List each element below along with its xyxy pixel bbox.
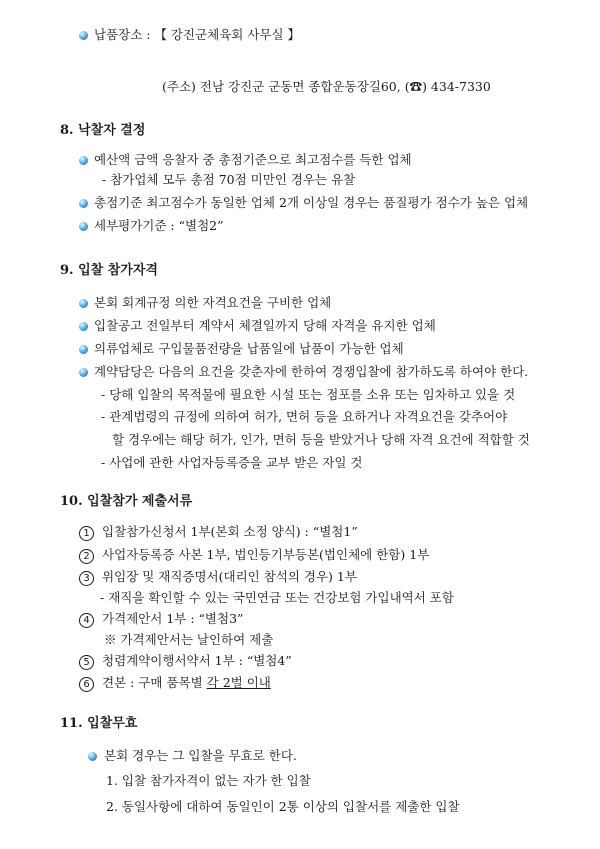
bullet-icon xyxy=(88,752,97,761)
section-9-item: 입찰공고 전일부터 계약서 체결일까지 당해 자격을 유지한 업체 xyxy=(94,318,436,333)
section-9-item: - 사업에 관한 사업자등록증을 교부 받은 자일 것 xyxy=(101,455,363,470)
delivery-label: 납품장소 : 【 강진군체육회 사무실 】 xyxy=(94,27,301,42)
section-11-item: 2. 동일사항에 대하여 동일인이 2통 이상의 입찰서를 제출한 입찰 xyxy=(106,799,460,814)
bullet-icon xyxy=(79,322,88,331)
section-11-title: 11. 입찰무효 xyxy=(60,716,138,731)
section-9-item: 계약담당은 다음의 요건을 갖춘자에 한하여 경쟁입찰에 참가하도록 하여야 한다. xyxy=(94,364,529,379)
section-11-intro: 본회 경우는 그 입찰을 무효로 한다. xyxy=(104,748,297,763)
section-8-title: 8. 낙찰자 결정 xyxy=(60,123,146,138)
circled-number: 3 xyxy=(79,571,94,586)
section-8-item: - 참가업체 모두 총점 70점 미만인 경우는 유찰 xyxy=(102,172,356,187)
circled-number: 6 xyxy=(79,677,94,692)
section-10-item: 1 입찰참가신청서 1부(본회 소정 양식) : “별첨1” xyxy=(79,524,358,541)
bullet-icon xyxy=(79,222,88,231)
circled-number: 4 xyxy=(79,613,94,628)
circled-number: 5 xyxy=(79,655,94,670)
section-10-item: 2 사업자등록증 사본 1부, 법인등기부등본(법인체에 한함) 1부 xyxy=(79,547,429,564)
section-9-item: 본회 회계규정 의한 자격요건을 구비한 업체 xyxy=(94,295,332,310)
circled-number: 1 xyxy=(79,526,94,541)
bullet-icon xyxy=(79,345,88,354)
bullet-icon xyxy=(79,199,88,208)
section-10-item: 5 청렴계약이행서약서 1부 : “별첨4” xyxy=(79,653,292,670)
section-10-title: 10. 입찰참가 제출서류 xyxy=(60,494,193,509)
bullet-icon xyxy=(79,156,88,165)
section-10-item: 6 견본 : 구매 품목별 각 2벌 이내 xyxy=(79,675,271,692)
section-11-item: 1. 입찰 참가자격이 없는 자가 한 입찰 xyxy=(106,773,311,788)
bullet-icon xyxy=(79,31,88,40)
section-9-item: 할 경우에는 해당 허가, 인가, 면허 등을 받았거나 당해 자격 요건에 적합할 것 xyxy=(112,432,530,447)
section-10-item: 4 가격제안서 1부 : “별첨3” xyxy=(79,611,243,628)
underlined-text: 각 2벌 이내 xyxy=(206,675,271,690)
section-8-item: 예산액 금액 응찰자 중 총점기준으로 최고점수를 득한 업체 xyxy=(94,152,412,167)
section-8-item: 총점기준 최고점수가 동일한 업체 2개 이상일 경우는 품질평가 점수가 높은 업체 xyxy=(94,195,529,210)
section-9-title: 9. 입찰 참가자격 xyxy=(60,263,158,278)
section-10-item: 3 위임장 및 재직증명서(대리인 참석의 경우) 1부 xyxy=(79,569,357,586)
circled-number: 2 xyxy=(79,549,94,564)
section-9-item: - 관계법령의 규정에 의하여 허가, 면허 등을 요하거나 자격요건을 갖추어야 xyxy=(101,409,508,424)
section-8-item: 세부평가기준 : “별첨2” xyxy=(94,218,224,233)
section-9-item: - 당해 입찰의 목적물에 필요한 시설 또는 점포를 소유 또는 임차하고 있을 것 xyxy=(101,387,516,402)
section-9-item: 의류업체로 구입물품전량을 납품일에 납품이 가능한 업체 xyxy=(94,341,404,356)
section-10-item: - 재직을 확인할 수 있는 국민연금 또는 건강보험 가입내역서 포함 xyxy=(100,590,454,605)
section-10-item: ※ 가격제안서는 날인하여 제출 xyxy=(104,632,274,647)
bullet-icon xyxy=(79,299,88,308)
bullet-icon xyxy=(79,368,88,377)
delivery-address: (주소) 전남 강진군 군동면 종합운동장길60, (☎) 434-7330 xyxy=(162,79,491,94)
